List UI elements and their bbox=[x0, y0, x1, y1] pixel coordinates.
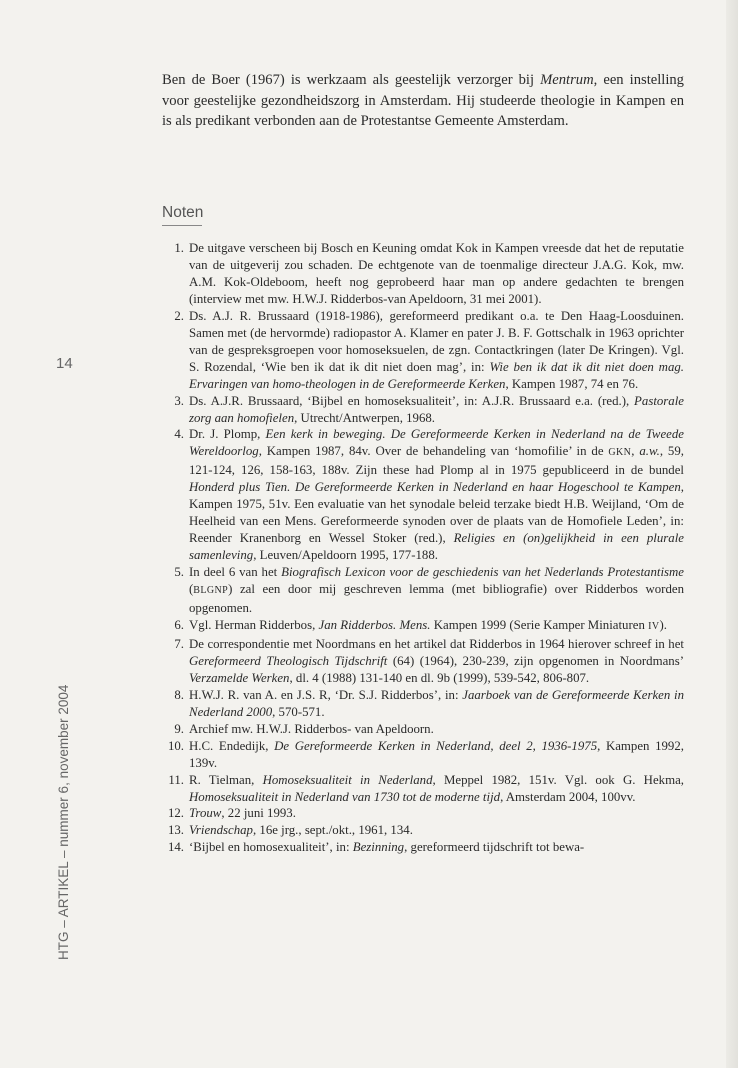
note-9: 9. Archief mw. H.W.J. Ridderbos- van Apeldoorn. bbox=[174, 721, 434, 736]
note-13: 13. Vriendschap, 16e jrg., sept./okt., 1961, 134. bbox=[167, 823, 413, 838]
notes-list bbox=[162, 240, 684, 856]
note-3: 3. Ds. A.J.R. Brussaard, ‘Bijbel en homoseksualiteit’, in: A.J.R. Brussaard e.a. (red.), Pastorale zorg aan homofielen, Utrecht/Antwerpen, 1968. bbox=[174, 393, 684, 425]
running-head: HTG – ARTIKEL – nummer 6, november 2004 bbox=[56, 684, 71, 960]
note-10: 10. H.C. Endedijk, De Gereformeerde Kerken in Nederland, deel 2, 1936-1975, Kampen 1992, 139v. bbox=[167, 738, 684, 770]
note-11: 11. R. Tielman, Homoseksualiteit in Nederland, Meppel 1982, 151v. Vgl. ook G. Hekma, Homoseksualiteit in Nederland van 1730 tot de moderne tijd, Amsterdam 2004, 100vv. bbox=[168, 772, 684, 804]
notes-heading: Noten bbox=[162, 204, 204, 221]
author-bio: Ben de Boer (1967) is werkzaam als geestelijk verzorger bij Mentrum, een instelling voor geestelijke gezondheidszorg in Amsterdam. Hij studeerde theologie in Kampen en is als predikant verbonden aan de Protestantse Gemeente Amsterdam. bbox=[162, 72, 684, 129]
note-7: 7. De correspondentie met Noordmans en het artikel dat Ridderbos in 1964 hierover schreef in het Gereformeerd Theologisch Tijdschrift (64) (1964), 230-239, zijn opgenomen in Noordmans’ Verzamelde Werken, dl. 4 (1988) 131-140 en dl. 9b (1999), 539-542, 806-807. bbox=[174, 636, 684, 685]
heading-underline bbox=[162, 225, 202, 226]
note-5: 5. In deel 6 van het Biografisch Lexicon voor de geschiedenis van het Nederlands Protestantisme (BLGNP) zal een door mij geschreven lemma (met bibliografie) over Ridderbos worden opgenomen. bbox=[174, 565, 684, 616]
note-6: 6. Vgl. Herman Ridderbos, Jan Ridderbos. Mens. Kampen 1999 (Serie Kamper Miniaturen IV). bbox=[174, 617, 667, 632]
note-2: 2. Ds. A.J. R. Brussaard (1918-1986), gereformeerd predikant o.a. te Den Haag-Loosduinen. Samen met (de hervormde) radiopastor A. Klamer en pater J. B. F. Gottschalk in 1963 oprichter van de gespreksgroepen voor homoseksuelen, de zgn. Contactkringen (later De Kringen). Vgl. S. Rozendal, ‘Wie ben ik dat ik dit niet doen mag’, in: Wie ben ik dat ik dit niet doen mag. Ervaringen van homo-theologen in de Gereformeerde Kerken, Kampen 1987, 74 en 76. bbox=[174, 308, 684, 391]
note-12: 12. Trouw, 22 juni 1993. bbox=[167, 806, 296, 821]
page-edge bbox=[726, 0, 738, 1068]
note-4: 4. Dr. J. Plomp, Een kerk in beweging. De Gereformeerde Kerken in Nederland na de Tweede Wereldoorlog, Kampen 1987, 84v. Over de behandeling van ‘homofilie’ in de GKN, a.w., 59, 121-124, 126, 158-163, 188v. Zijn these had Plomp al in 1975 gepubliceerd in de bundel Honderd plus Tien. De Gereformeerde Kerken in Nederland en haar Hogeschool te Kampen, Kampen 1975, 51v. Een evaluatie van het synodale beleid terzake biedt H.B. Weijland, ‘Om de Heelheid van een Mens. Gereformeerde synoden over de plaats van de Homofiele Leden’, in: Reender Kranenborg en Wessel Stoker (red.), Religies en (on)gelijkheid in een plurale samenleving, Leuven/Apeldoorn 1995, 177-188. bbox=[174, 427, 684, 563]
page-number: 14 bbox=[56, 355, 73, 372]
note-8: 8. H.W.J. R. van A. en J.S. R, ‘Dr. S.J. Ridderbos’, in: Jaarboek van de Gereformeerde Kerken in Nederland 2000, 570-571. bbox=[174, 687, 684, 719]
note-1: 1. De uitgave verscheen bij Bosch en Keuning omdat Kok in Kampen vreesde dat het de reputatie van de uitgeverij zou schaden. De echtgenote van de toenmalige directeur J.A.G. Kok, mw. A.M. Kok-Oldeboom, heeft nog geprobeerd haar man op andere gedachten te brengen (interview met mw. H.W.J. Ridderbos-van Apeldoorn, 31 mei 2001). bbox=[174, 241, 684, 306]
note-14: 14. ‘Bijbel en homosexualiteit’, in: Bezinning, gereformeerd tijdschrift tot bewa- bbox=[167, 840, 585, 855]
